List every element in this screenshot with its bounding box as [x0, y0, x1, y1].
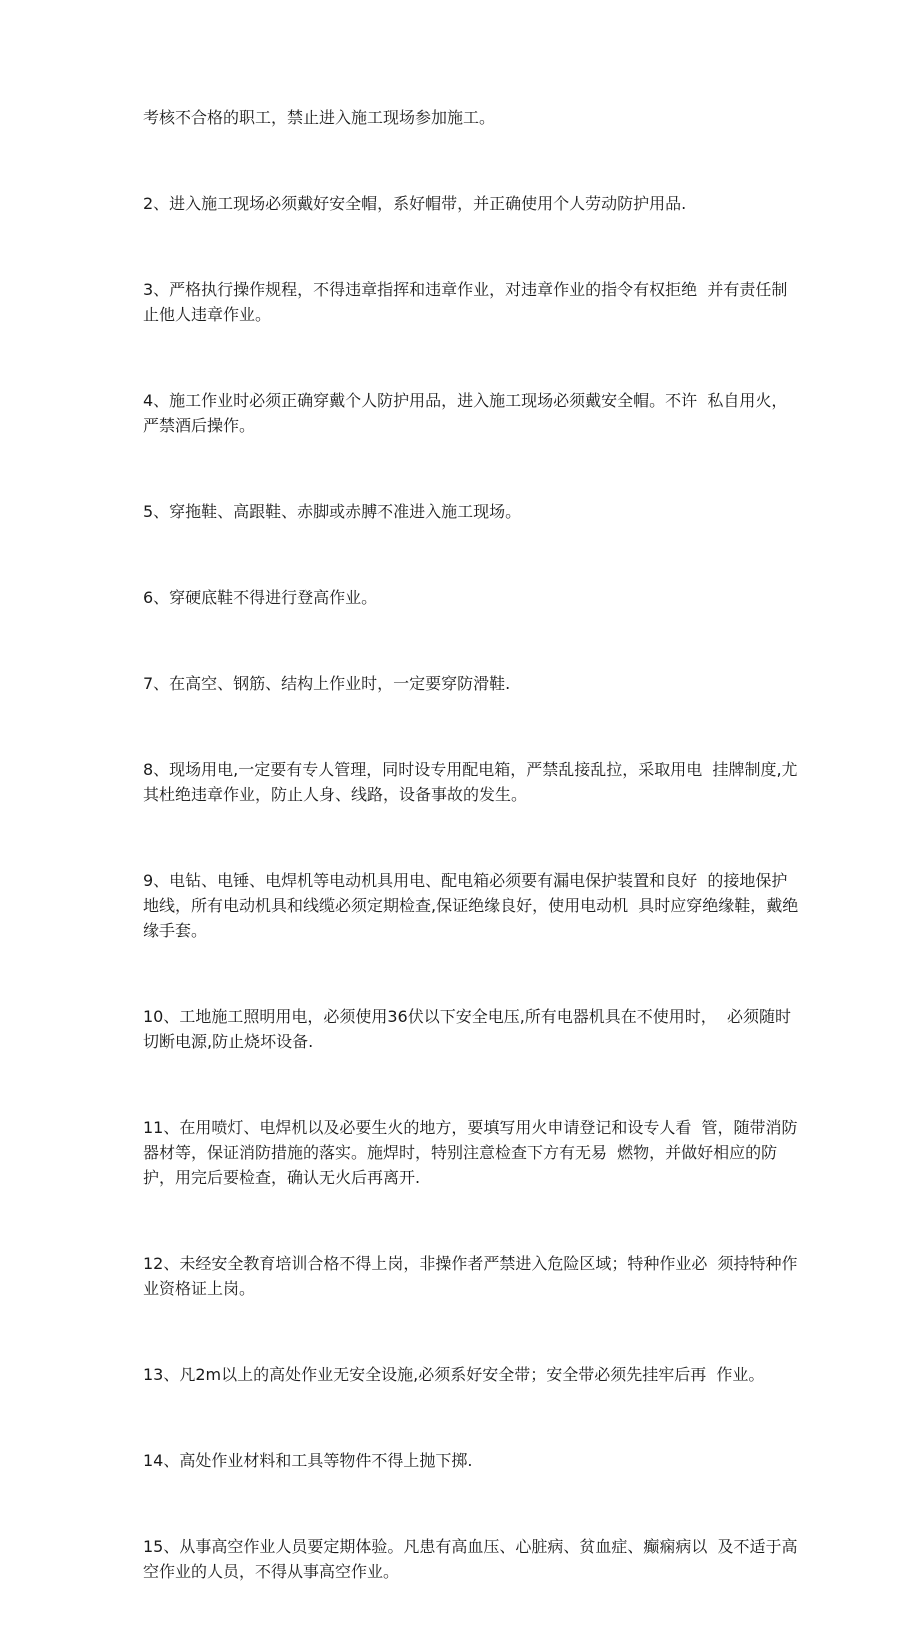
rule-item-6: 6、穿硬底鞋不得进行登高作业。: [143, 588, 378, 607]
rule-item-4: 4、施工作业时必须正确穿戴个人防护用品，进入施工现场必须戴安全帽。不许 私自用火，严禁酒后操作。: [143, 391, 788, 435]
rule-item-12: 12、未经安全教育培训合格不得上岗，非操作者严禁进入危险区域；特种作业必 须持特种作业资格证上岗。: [143, 1254, 798, 1298]
rule-item-13: 13、凡2m以上的高处作业无安全设施,必须系好安全带；安全带必须先挂牢后再 作业。: [143, 1365, 765, 1384]
rule-item-10: 10、工地施工照明用电，必须使用36伏以下安全电压,所有电器机具在不使用时， 必须随时切断电源,防止烧坏设备.: [143, 1007, 791, 1051]
rule-item-9: 9、电钻、电锤、电焊机等电动机具用电、配电箱必须要有漏电保护装置和良好 的接地保护地线，所有电动机具和线缆必须定期检查,保证绝缘良好，使用电动机 具时应穿绝缘鞋，戴绝缘手套。: [143, 871, 799, 940]
rule-item-14: 14、高处作业材料和工具等物件不得上抛下掷.: [143, 1451, 473, 1470]
rule-item-5: 5、穿拖鞋、高跟鞋、赤脚或赤膊不准进入施工现场。: [143, 502, 522, 521]
paragraph-continuation: 考核不合格的职工，禁止进入施工现场参加施工。: [143, 108, 496, 127]
rule-item-2: 2、进入施工现场必须戴好安全帽，系好帽带，并正确使用个人劳动防护用品.: [143, 194, 687, 213]
rule-item-11: 11、在用喷灯、电焊机以及必要生火的地方，要填写用火申请登记和设专人看 管，随带消防器材等，保证消防措施的落实。施焊时，特别注意检查下方有无易 燃物，并做好相应的防护，用完后要检查，确认无火后再离开.: [143, 1118, 798, 1187]
rule-item-8: 8、现场用电,一定要有专人管理，同时设专用配电箱，严禁乱接乱拉，采取用电 挂牌制度,尤其杜绝违章作业，防止人身、线路，设备事故的发生。: [143, 760, 798, 804]
document-body: [143, 55, 803, 1645]
rule-item-3: 3、严格执行操作规程，不得违章指挥和违章作业，对违章作业的指令有权拒绝 并有责任制止他人违章作业。: [143, 280, 788, 324]
rule-item-15: 15、从事高空作业人员要定期体验。凡患有高血压、心脏病、贫血症、癫痫病以 及不适于高空作业的人员，不得从事高空作业。: [143, 1537, 798, 1581]
rule-item-7: 7、在高空、钢筋、结构上作业时，一定要穿防滑鞋.: [143, 674, 511, 693]
